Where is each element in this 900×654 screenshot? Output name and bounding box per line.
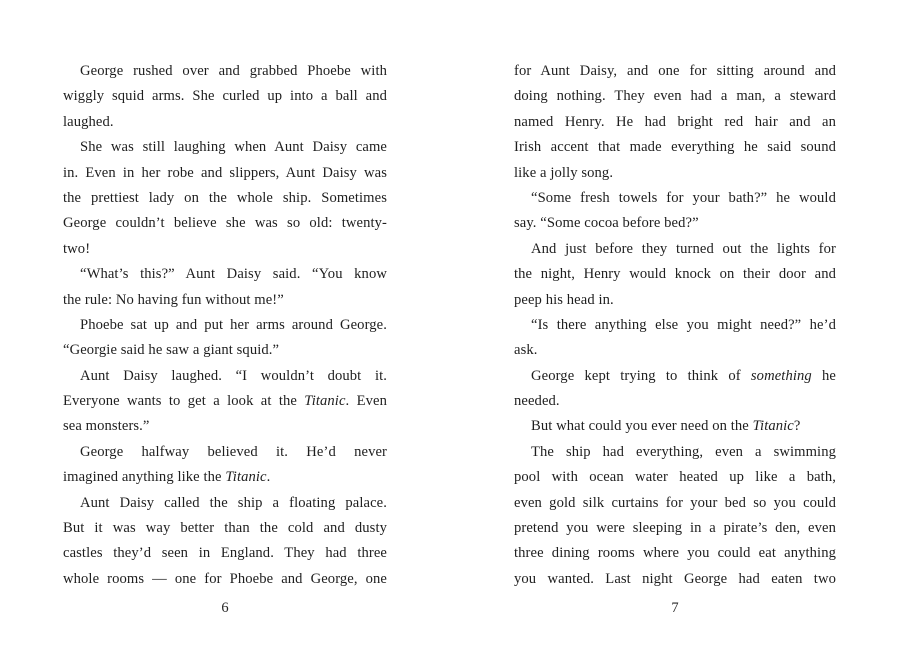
text-line: three dining rooms where you could eat anything: [514, 545, 836, 562]
text-line: “Some fresh towels for your bath?” he would: [531, 189, 836, 206]
text-line: She was still laughing when Aunt Daisy came: [80, 139, 387, 156]
text-line: two!: [63, 240, 91, 257]
text-line: doing nothing. They even had a man, a steward: [514, 88, 836, 105]
text-line: named Henry. He had bright red hair and an: [514, 113, 836, 130]
text-line: Aunt Daisy called the ship a floating palace.: [80, 494, 387, 511]
text-line: pool with ocean water heated up like a bath,: [514, 469, 836, 486]
text-line: But it was way better than the cold and dusty: [63, 520, 387, 537]
text-line: peep his head in.: [514, 291, 614, 308]
text-line: for Aunt Daisy, and one for sitting around and: [514, 63, 836, 79]
text-line: sea monsters.”: [63, 418, 150, 435]
text-line: “What’s this?” Aunt Daisy said. “You know: [80, 266, 387, 283]
text-line: Everyone wants to get a look at the Titanic. Even: [63, 393, 388, 410]
text-line: needed.: [514, 393, 560, 410]
page-number: 6: [221, 600, 229, 616]
text-line: George couldn’t believe she was so old: twenty-: [63, 215, 387, 232]
text-line: ask.: [514, 342, 538, 359]
text-line: Phoebe sat up and put her arms around George.: [80, 316, 387, 333]
text-line: The ship had everything, even a swimming: [531, 443, 836, 460]
text-line: castles they’d seen in England. They had three: [63, 545, 387, 562]
text-line: “Is there anything else you might need?” he’d: [531, 316, 836, 333]
text-line: the prettiest lady on the whole ship. Sometimes: [63, 189, 387, 206]
text-line: even gold silk curtains for your bed so you could: [514, 494, 836, 511]
text-line: in. Even in her robe and slippers, Aunt Daisy was: [63, 164, 387, 181]
text-line: laughed.: [63, 113, 114, 130]
text-line: you wanted. Last night George had eaten two: [514, 570, 836, 587]
text-line: the rule: No having fun without me!”: [63, 291, 284, 308]
text-line: imagined anything like the Titanic.: [63, 469, 271, 486]
text-line: Aunt Daisy laughed. “I wouldn’t doubt it.: [80, 367, 387, 384]
page-text: [63, 59, 387, 592]
text-line: George halfway believed it. He’d never: [80, 443, 387, 460]
text-line: “Georgie said he saw a giant squid.”: [63, 342, 280, 359]
text-line: say. “Some cocoa before bed?”: [514, 215, 699, 232]
text-line: the night, Henry would knock on their door and: [514, 266, 836, 283]
page-text: [514, 59, 836, 592]
page-number: 7: [671, 600, 679, 616]
text-line: whole rooms — one for Phoebe and George, one: [63, 570, 387, 587]
text-line: And just before they turned out the lights for: [531, 240, 836, 257]
text-line: George kept trying to think of something he: [531, 367, 836, 384]
text-line: wiggly squid arms. She curled up into a ball and: [63, 88, 387, 105]
text-line: But what could you ever need on the Titanic?: [531, 418, 801, 435]
text-line: Irish accent that made everything he said sound: [514, 139, 836, 156]
text-line: like a jolly song.: [514, 164, 614, 181]
page-right: [450, 0, 900, 654]
text-line: pretend you were sleeping in a pirate’s den, even: [514, 520, 836, 537]
text-line: George rushed over and grabbed Phoebe with: [80, 63, 387, 79]
